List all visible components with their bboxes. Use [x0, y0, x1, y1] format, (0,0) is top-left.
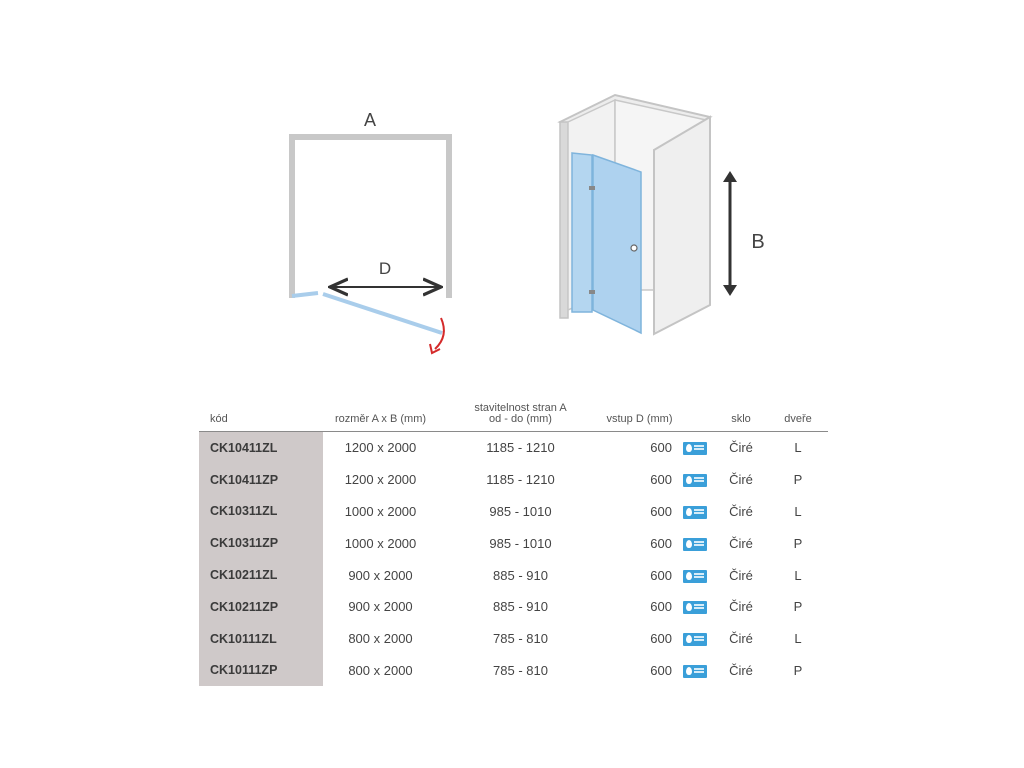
hinge-icon	[589, 186, 595, 190]
fixed-glass-panel	[572, 153, 592, 312]
cell-entry: 600	[650, 631, 672, 647]
cell-door: P	[793, 535, 803, 551]
table-row	[199, 655, 828, 687]
cell-glass: Čiré	[729, 567, 753, 583]
water-drop-badge-icon	[683, 601, 707, 614]
cell-size: 1000 x 2000	[344, 535, 417, 551]
cell-glass: Čiré	[729, 440, 753, 456]
col-header-adjust	[438, 393, 603, 432]
water-drop-badge-icon	[683, 633, 707, 646]
dimension-d-label: D	[378, 259, 392, 278]
cell-badge	[676, 623, 714, 655]
cell-size: 900 x 2000	[348, 599, 413, 615]
cell-adjust: 785 - 810	[493, 631, 548, 647]
water-drop-badge-icon	[683, 665, 707, 678]
col-header-entry: vstup D (mm)	[603, 393, 676, 432]
cell-entry: 600	[650, 599, 672, 615]
cell-adjust: 985 - 1010	[489, 535, 552, 551]
water-drop-badge-icon	[683, 474, 707, 487]
cell-badge	[676, 464, 714, 496]
cell-badge	[676, 527, 714, 559]
cell-entry: 600	[650, 472, 672, 488]
cell-door: L	[794, 503, 802, 519]
water-drop-badge-icon	[683, 570, 707, 583]
cell-glass: Čiré	[729, 599, 753, 615]
cell-adjust: 1185 - 1210	[486, 472, 555, 488]
cell-size: 800 x 2000	[348, 662, 413, 678]
cell-door: L	[794, 567, 802, 583]
cell-adjust: 785 - 810	[493, 662, 548, 678]
cell-door: P	[793, 472, 803, 488]
dimension-a-label: A	[363, 110, 377, 130]
cell-size: 900 x 2000	[348, 567, 413, 583]
cell-entry: 600	[650, 567, 672, 583]
cell-badge	[676, 559, 714, 591]
door-knob-icon	[631, 245, 637, 251]
cell-door: L	[794, 440, 802, 456]
cell-glass: Čiré	[729, 503, 753, 519]
cell-badge	[676, 591, 714, 623]
cell-code: CK10111ZP	[199, 655, 323, 687]
cell-badge	[676, 655, 714, 687]
floor-plan	[292, 110, 449, 353]
cell-adjust: 885 - 910	[493, 599, 548, 615]
col-header-door: dveře	[768, 393, 828, 432]
cell-glass: Čiré	[729, 662, 753, 678]
cell-code: CK10311ZP	[199, 527, 323, 559]
cell-door: L	[794, 631, 802, 647]
cell-door: P	[793, 599, 803, 615]
spec-table	[199, 393, 828, 686]
col-header-adjust-line2: od - do (mm)	[489, 413, 552, 425]
door-panel-open	[323, 294, 442, 333]
table-row	[199, 432, 828, 464]
col-header-glass: sklo	[714, 393, 768, 432]
cell-size: 1200 x 2000	[344, 472, 417, 488]
table-header	[199, 393, 828, 432]
arrowhead-up-icon	[723, 171, 737, 182]
water-drop-badge-icon	[683, 506, 707, 519]
cell-size: 1000 x 2000	[344, 503, 417, 519]
cell-size: 800 x 2000	[348, 631, 413, 647]
perspective-view	[560, 95, 765, 334]
fixed-panel	[292, 293, 318, 296]
table-row	[199, 559, 828, 591]
cell-adjust: 1185 - 1210	[486, 440, 555, 456]
cell-glass: Čiré	[729, 472, 753, 488]
cell-code: CK10411ZP	[199, 464, 323, 496]
table-body	[199, 432, 828, 687]
cell-badge	[676, 496, 714, 528]
cell-adjust: 885 - 910	[493, 567, 548, 583]
cell-badge	[676, 432, 714, 464]
cell-size: 1200 x 2000	[344, 440, 417, 456]
cell-entry: 600	[650, 535, 672, 551]
arrowhead-down-icon	[723, 285, 737, 296]
col-header-badge	[676, 393, 714, 432]
cell-adjust: 985 - 1010	[489, 503, 552, 519]
cell-code: CK10211ZL	[199, 559, 323, 591]
col-header-code: kód	[199, 393, 323, 432]
cell-glass: Čiré	[729, 535, 753, 551]
cell-code: CK10311ZL	[199, 496, 323, 528]
right-side-wall	[654, 117, 710, 334]
table-row	[199, 591, 828, 623]
cell-code: CK10411ZL	[199, 432, 323, 464]
glass-door	[593, 155, 641, 333]
col-header-size: rozměr A x B (mm)	[323, 393, 438, 432]
table-row	[199, 496, 828, 528]
cell-code: CK10211ZP	[199, 591, 323, 623]
water-drop-badge-icon	[683, 442, 707, 455]
table-row	[199, 527, 828, 559]
hinge-icon	[589, 290, 595, 294]
left-wall-edge	[560, 122, 568, 318]
cell-entry: 600	[650, 503, 672, 519]
cell-code: CK10111ZL	[199, 623, 323, 655]
cell-door: P	[793, 662, 803, 678]
col-header-adjust-line1: stavitelnost stran A	[474, 402, 567, 414]
cell-entry: 600	[650, 440, 672, 456]
table-row	[199, 464, 828, 496]
water-drop-badge-icon	[683, 538, 707, 551]
dimension-b-label: B	[751, 231, 765, 253]
cell-glass: Čiré	[729, 631, 753, 647]
cell-entry: 600	[650, 662, 672, 678]
table-row	[199, 623, 828, 655]
enclosure-walls	[292, 137, 449, 298]
